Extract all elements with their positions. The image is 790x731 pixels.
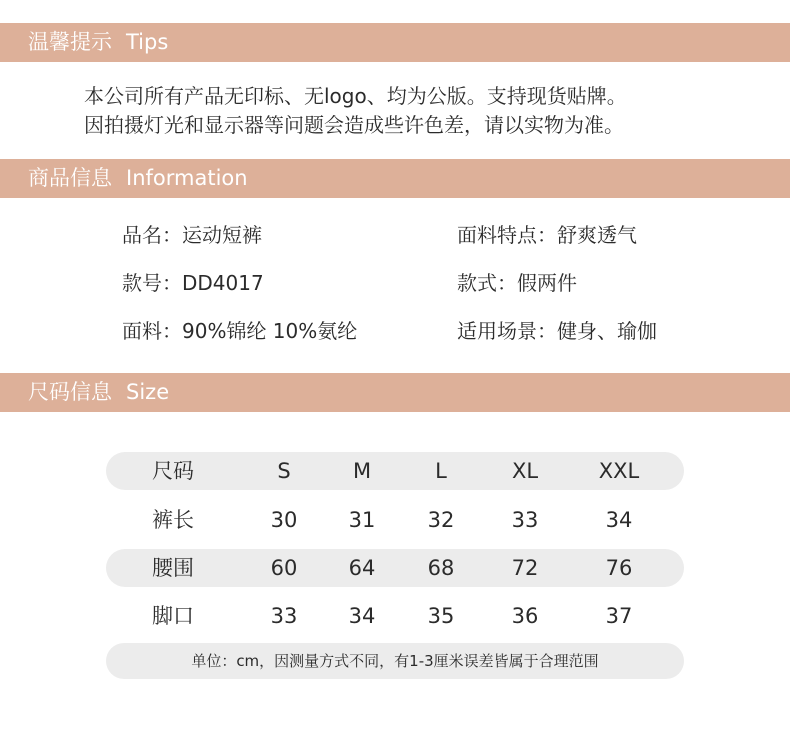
tips-text <box>84 82 627 140</box>
table-header-cell: S <box>277 459 291 483</box>
size-table-header-row <box>106 452 684 490</box>
section-header-tips <box>0 23 790 62</box>
info-item-product-name <box>122 221 262 249</box>
section-header-information <box>0 159 790 198</box>
table-cell: 脚口 <box>152 604 194 628</box>
info-value: 舒爽透气 <box>557 223 637 247</box>
table-cell: 35 <box>427 604 455 628</box>
table-header-cell: L <box>435 459 447 483</box>
table-row-waist <box>106 549 684 587</box>
section-header-size <box>0 373 790 412</box>
table-cell: 60 <box>270 556 298 580</box>
table-cell: 32 <box>427 508 455 532</box>
info-label: 款式： <box>457 271 517 295</box>
table-cell: 33 <box>511 508 539 532</box>
info-item-usage <box>457 317 657 345</box>
table-cell: 31 <box>348 508 376 532</box>
info-value: 健身、瑜伽 <box>557 319 657 343</box>
section-title-cn: 尺码信息 <box>28 380 112 404</box>
info-item-style <box>457 269 577 297</box>
table-cell: 30 <box>270 508 298 532</box>
section-title-cn: 商品信息 <box>28 166 112 190</box>
tips-line: 本公司所有产品无印标、无logo、均为公版。支持现货贴牌。 <box>84 84 627 108</box>
table-header-cell: 尺码 <box>152 459 194 483</box>
tips-line: 因拍摄灯光和显示器等问题会造成些许色差，请以实物为准。 <box>84 113 624 137</box>
table-cell: 36 <box>511 604 539 628</box>
table-cell: 72 <box>511 556 539 580</box>
info-item-fabric <box>122 317 357 345</box>
info-label: 品名： <box>122 223 182 247</box>
info-item-style-number <box>122 269 264 297</box>
size-table-note: 单位：cm，因测量方式不同，有1-3厘米误差皆属于合理范围 <box>106 643 684 679</box>
table-cell: 34 <box>605 508 633 532</box>
table-header-cell: XL <box>511 459 539 483</box>
info-label: 面料特点： <box>457 223 557 247</box>
table-row-length <box>106 501 684 539</box>
info-item-fabric-feature <box>457 221 637 249</box>
table-cell: 76 <box>605 556 633 580</box>
info-value: 90%锦纶 10%氨纶 <box>182 319 358 343</box>
table-header-cell: XXL <box>598 459 640 483</box>
table-cell: 37 <box>605 604 633 628</box>
table-cell: 腰围 <box>152 556 194 580</box>
info-value: 运动短裤 <box>182 223 262 247</box>
info-value: 假两件 <box>517 271 577 295</box>
section-title-en: Information <box>126 166 248 190</box>
section-title-cn: 温馨提示 <box>28 30 112 54</box>
table-cell: 64 <box>348 556 376 580</box>
table-row-hem <box>106 597 684 635</box>
section-title-en: Tips <box>126 30 169 54</box>
table-cell: 34 <box>348 604 376 628</box>
info-label: 面料： <box>122 319 182 343</box>
table-cell: 裤长 <box>152 508 194 532</box>
table-cell: 68 <box>427 556 455 580</box>
table-header-cell: M <box>352 459 372 483</box>
info-label: 适用场景： <box>457 319 557 343</box>
info-label: 款号： <box>122 271 182 295</box>
info-value: DD4017 <box>182 271 264 295</box>
section-title-en: Size <box>126 380 170 404</box>
table-cell: 33 <box>270 604 298 628</box>
